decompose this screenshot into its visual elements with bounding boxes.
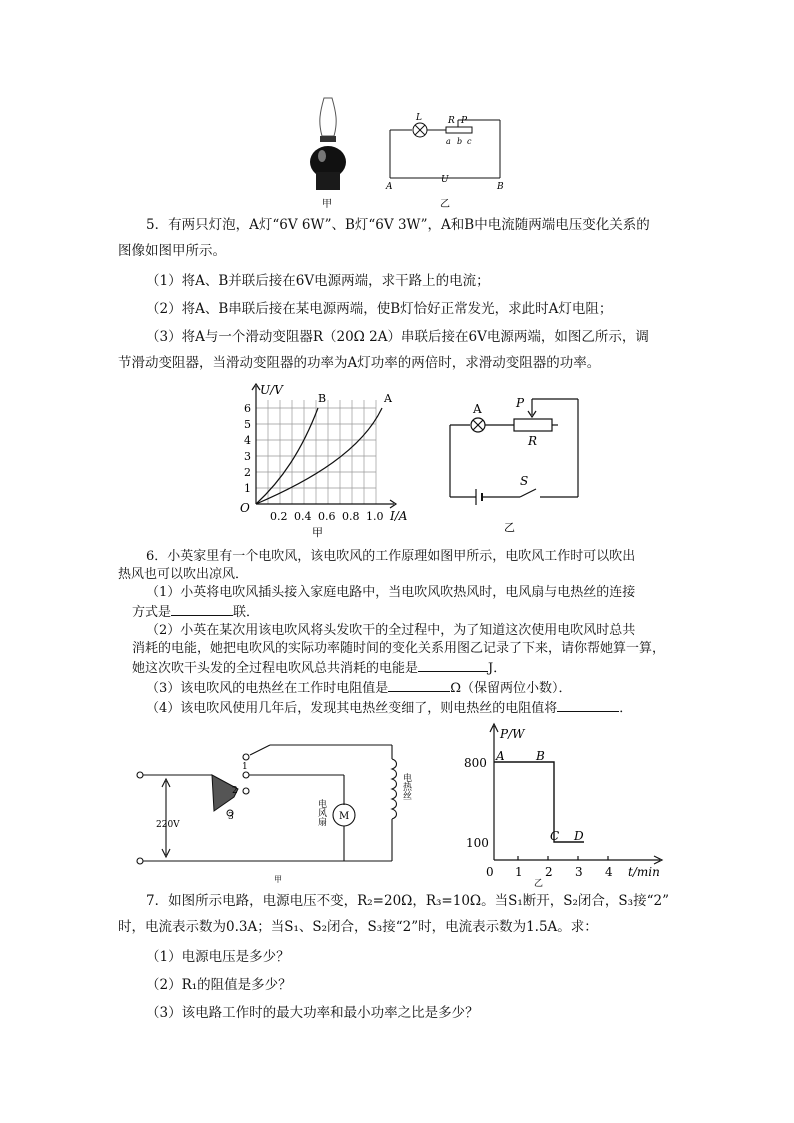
- svg-text:P: P: [461, 116, 468, 126]
- q7-sub1: （1）电源电压是多少？: [146, 949, 290, 965]
- svg-text:0.8: 0.8: [342, 510, 360, 523]
- svg-text:3: 3: [244, 450, 251, 463]
- svg-text:D: D: [574, 829, 584, 843]
- svg-text:3: 3: [228, 812, 234, 822]
- svg-text:1: 1: [515, 865, 523, 879]
- svg-text:t/min: t/min: [628, 865, 660, 879]
- power-line: [494, 762, 584, 842]
- svg-text:A: A: [496, 749, 505, 763]
- svg-text:U/V: U/V: [260, 383, 283, 397]
- svg-text:b: b: [457, 137, 463, 146]
- q5-stem: 5．有两只灯泡，A灯“6V 6W”、B灯“6V 3W”，A和B中电流随两端电压变化关系的 图像如图甲所示。: [118, 217, 650, 259]
- q6-sub2: （2）小英在某次用该电吹风将头发吹干的全过程中，为了知道这次使用电吹风时总共 消耗的电能，她把电吹风的实际功率随时间的变化关系用图乙记录了下来，请你帮她算一算， 她这次吹干头发的全过程电吹风总共消耗的电能是 J．: [132, 623, 666, 676]
- lamp-rheostat-circuit: [390, 120, 500, 178]
- svg-text:0: 0: [486, 865, 494, 879]
- svg-text:乙: 乙: [504, 521, 515, 534]
- svg-text:2: 2: [244, 466, 251, 479]
- svg-text:1.0: 1.0: [366, 510, 384, 523]
- svg-text:1: 1: [244, 482, 251, 495]
- svg-text:2: 2: [545, 865, 553, 879]
- svg-text:乙: 乙: [534, 879, 544, 888]
- q7-stem: 7．如图所示电路，电源电压不变，R₂=20Ω，R₃=10Ω。当S₁断开，S₂闭合，S₃接“2” 时，电流表示数为0.3A；当S₁、S₂闭合，S₃接“2”时，电流表示数为1.5A。求：: [118, 893, 669, 935]
- svg-text:A: A: [473, 402, 482, 416]
- top-figures: [300, 92, 520, 212]
- svg-text:c: c: [467, 137, 472, 146]
- svg-text:C: C: [550, 829, 560, 843]
- svg-text:800: 800: [464, 756, 487, 770]
- svg-text:I/A: I/A: [390, 509, 408, 523]
- svg-text:1: 1: [242, 762, 248, 772]
- svg-text:0.2: 0.2: [270, 510, 288, 523]
- q6-stem: 6．小英家里有一个电吹风，该电吹风的工作原理如图甲所示，电吹风工作时可以吹出 热风也可以吹出凉风．: [118, 549, 636, 582]
- svg-text:0.6: 0.6: [318, 510, 336, 523]
- q7-sub2: （2）R₁的阻值是多少？: [146, 977, 292, 993]
- q6-blank-3[interactable]: [388, 678, 450, 692]
- svg-text:甲: 甲: [312, 526, 323, 539]
- svg-text:B: B: [497, 182, 504, 192]
- svg-text:P: P: [516, 396, 525, 410]
- q5-sub1: （1）将A、B并联后接在6V电源两端，求干路上的电流；: [146, 273, 490, 289]
- svg-text:4: 4: [605, 865, 613, 879]
- svg-text:P/W: P/W: [500, 727, 525, 741]
- top-caption-yi: 乙: [440, 199, 450, 210]
- q6-blank-4[interactable]: [557, 698, 619, 712]
- oil-lamp-image: [310, 98, 346, 190]
- svg-text:R: R: [528, 434, 538, 448]
- svg-text:M: M: [339, 811, 350, 822]
- q5-sub3: （3）将A与一个滑动变阻器R（20Ω 2A）串联后接在6V电源两端，如图乙所示，调 节滑动变阻器，当滑动变阻器的功率为A灯功率的两倍时，求滑动变阻器的功率。: [118, 329, 649, 371]
- svg-text:O: O: [240, 501, 250, 515]
- svg-text:220V: 220V: [156, 820, 180, 830]
- svg-text:U: U: [441, 175, 449, 185]
- svg-text:0.4: 0.4: [294, 510, 312, 523]
- svg-text:3: 3: [575, 865, 583, 879]
- q6-blank-2[interactable]: [418, 658, 488, 672]
- svg-text:S: S: [520, 474, 529, 488]
- q5-ui-graph: [232, 380, 442, 540]
- q6-sub1: （1）小英将电吹风插头接入家庭电路中，当电吹风吹热风时，电风扇与电热丝的连接 方式是 联．: [132, 585, 636, 620]
- svg-text:5: 5: [244, 418, 251, 431]
- svg-text:R: R: [448, 116, 455, 126]
- svg-text:a: a: [446, 137, 451, 146]
- q6-blank-1[interactable]: [171, 602, 233, 616]
- svg-text:A: A: [384, 392, 392, 405]
- svg-text:6: 6: [244, 402, 251, 415]
- svg-text:L: L: [416, 113, 422, 123]
- svg-text:100: 100: [466, 836, 489, 850]
- fan-label: 电风扇: [316, 799, 326, 826]
- svg-text:甲: 甲: [274, 875, 282, 884]
- q6-power-time-graph: [460, 718, 670, 888]
- svg-text:4: 4: [244, 434, 251, 447]
- svg-text:2: 2: [232, 786, 238, 796]
- q6-sub3: （3）该电吹风的电热丝在工作时电阻值是 Ω（保留两位小数）．: [146, 678, 686, 698]
- q5-sub2: （2）将A、B串联后接在某电源两端，使B灯恰好正常发光，求此时A灯电阻；: [146, 301, 613, 317]
- q6-hairdryer-circuit: [130, 735, 420, 885]
- q7-sub3: （3）该电路工作时的最大功率和最小功率之比是多少？: [146, 1005, 479, 1021]
- svg-text:B: B: [536, 749, 545, 763]
- svg-text:A: A: [386, 182, 393, 192]
- q5-circuit: [440, 385, 590, 535]
- top-caption-jia: 甲: [322, 199, 332, 210]
- heater-label: 电热丝: [401, 773, 411, 800]
- svg-text:B: B: [318, 392, 327, 405]
- q6-sub4: （4）该电吹风使用几年后，发现其电热丝变细了，则电热丝的电阻值将 ．: [146, 698, 686, 718]
